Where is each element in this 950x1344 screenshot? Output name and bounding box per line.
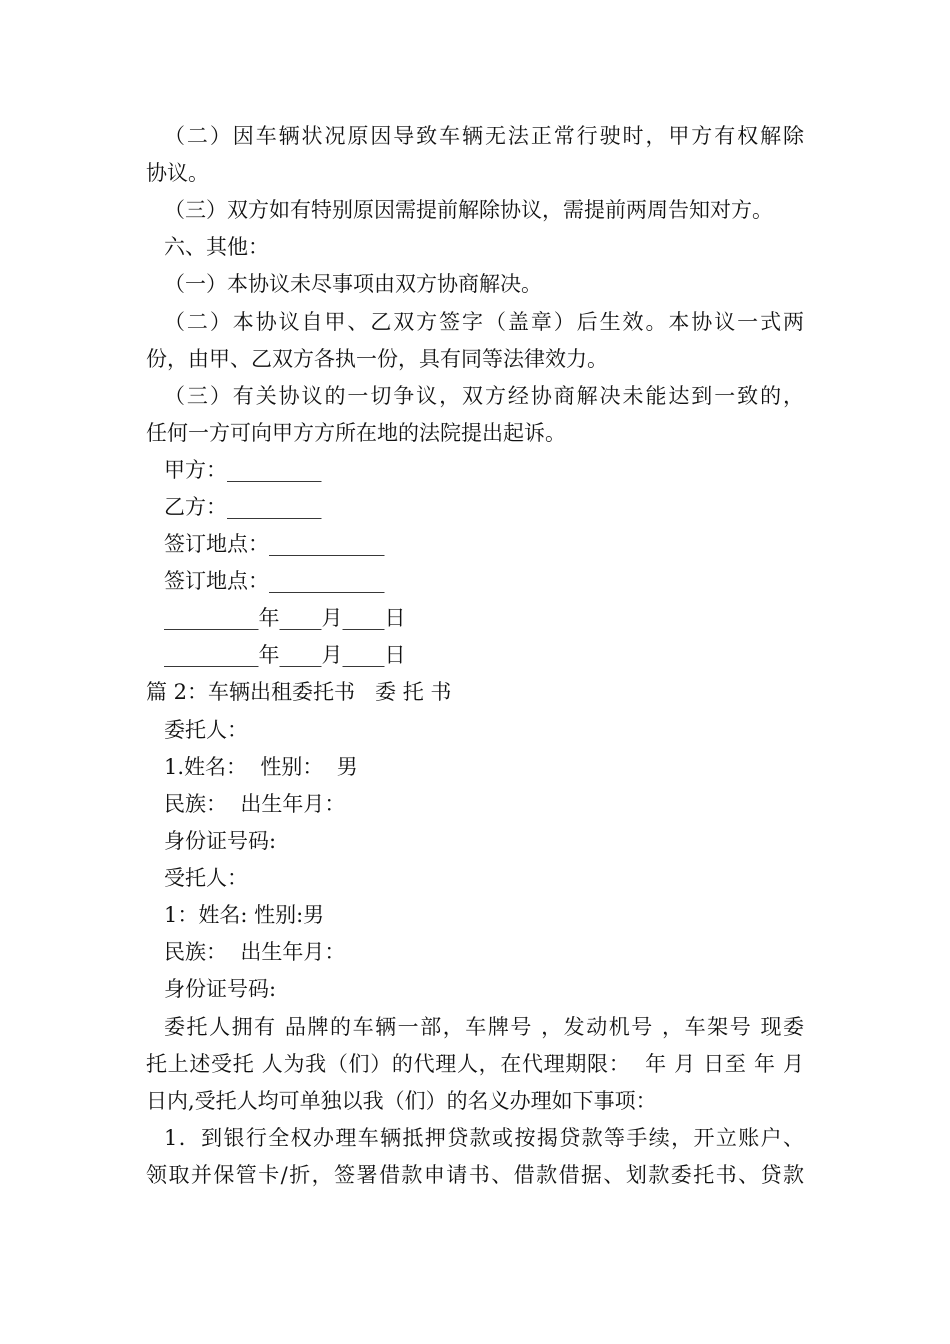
signature-field-party-b: 乙方：_________ (164, 495, 322, 519)
signing-place-field: 签订地点：___________ (164, 569, 385, 593)
signature-field-party-a: 甲方：_________ (164, 458, 322, 482)
chapter-title: 篇 2：车辆出租委托书 委 托 书 (146, 680, 452, 704)
paragraph-line: 身份证号码: (164, 977, 277, 1001)
section-heading: 六、其他： (164, 235, 269, 259)
paragraph-line: 身份证号码: (164, 829, 277, 853)
paragraph-line: 领取并保管卡/折，签署借款申请书、借款借据、划款委托书、贷款 (146, 1163, 804, 1187)
paragraph-line: 任何一方可向甲方方所在地的法院提出起诉。 (146, 421, 566, 445)
date-field: _________年____月____日 (164, 606, 406, 630)
paragraph-line: 委托人： (164, 718, 248, 742)
paragraph-line: （二）本协议自甲、乙双方签字（盖章）后生效。本协议一式两 (164, 310, 804, 334)
paragraph-line: 民族： 出生年月： (164, 940, 346, 964)
paragraph-line: （二）因车辆状况原因导致车辆无法正常行驶时，甲方有权解除 (164, 124, 804, 148)
paragraph-line: 委托人拥有 品牌的车辆一部，车牌号 ，发动机号 ，车架号 现委 (164, 1015, 804, 1039)
date-field: _________年____月____日 (164, 643, 406, 667)
paragraph-line: 日内,受托人均可单独以我（们）的名义办理如下事项： (146, 1089, 657, 1113)
paragraph-line: 民族： 出生年月： (164, 792, 346, 816)
signing-place-field: 签订地点：___________ (164, 532, 385, 556)
paragraph-line: 受托人： (164, 866, 248, 890)
paragraph-line: 协议。 (146, 161, 209, 185)
paragraph-line: 1．到银行全权办理车辆抵押贷款或按揭贷款等手续，开立账户、 (164, 1126, 804, 1150)
paragraph-line: 1.姓名： 性别： 男 (164, 755, 358, 779)
paragraph-line: 份，由甲、乙双方各执一份，具有同等法律效力。 (146, 347, 608, 371)
paragraph-line: （三）双方如有特别原因需提前解除协议，需提前两周告知对方。 (164, 198, 773, 222)
paragraph-line: （一）本协议未尽事项由双方协商解决。 (164, 272, 542, 296)
paragraph-line: 1：姓名: 性别:男 (164, 903, 325, 927)
paragraph-line: 托上述受托 人为我（们）的代理人，在代理期限： 年 月 日至 年 月 (146, 1052, 804, 1076)
paragraph-line: （三）有关协议的一切争议，双方经协商解决未能达到一致的， (164, 384, 804, 408)
